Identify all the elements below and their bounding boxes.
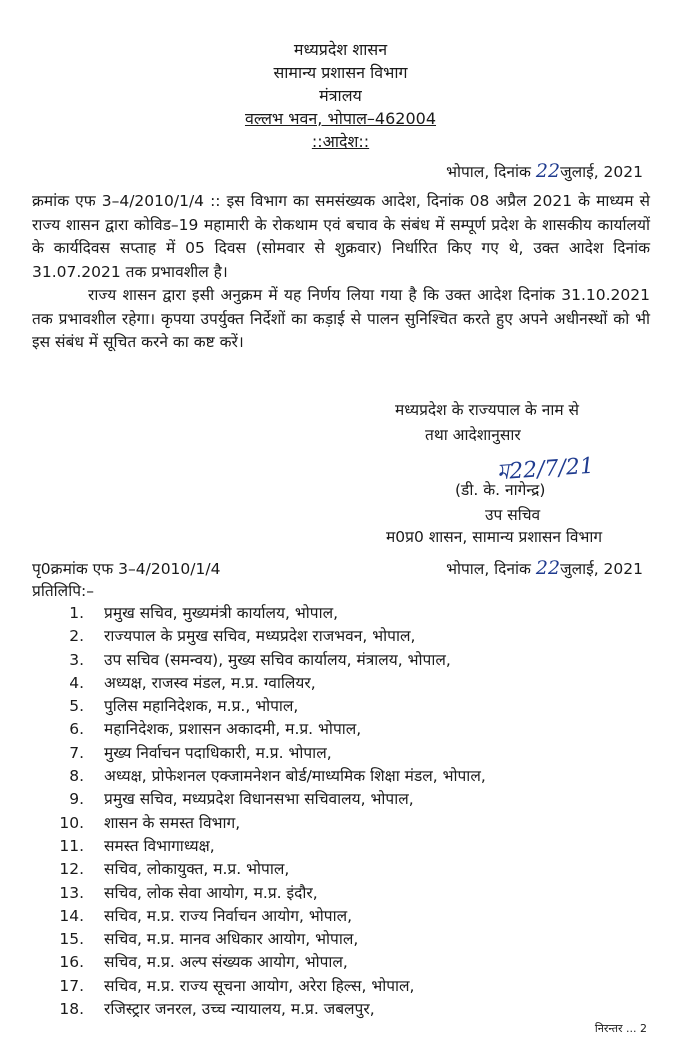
recipient-item — [46, 882, 486, 905]
endorsement-reference: पृ0क्रमांक एफ 3–4/2010/1/4 — [32, 560, 221, 578]
order-paragraph-2: राज्य शासन द्वारा इसी अनुक्रम में यह निर्णय लिया गया है कि उक्त आदेश दिनांक 31.10.2021 तक प्रभावशील रहेगा। कृपया उपर्युक्त निर्देशों का कड़ाई से पालन सुनिश्चित करते हुए अपने अधीनस्थों को भी इस संबंध में सूचित करने का कष्ट करें। — [32, 286, 650, 351]
recipient-text: महानिदेशक, प्रशासन अकादमी, म.प्र. भोपाल, — [104, 720, 362, 739]
recipient-item — [46, 905, 486, 928]
signing-officer — [455, 478, 545, 528]
copy-to-label: प्रतिलिपि:– — [32, 582, 94, 600]
recipient-text: सचिव, म.प्र. अल्प संख्यक आयोग, भोपाल, — [104, 953, 348, 972]
recipient-number: 17. — [59, 976, 84, 995]
recipient-number: 16. — [59, 953, 84, 972]
recipient-item — [46, 835, 486, 858]
recipient-number: 11. — [59, 836, 84, 855]
recipient-number: 5. — [69, 697, 84, 716]
endorsement-day-handwritten: 22 — [535, 557, 561, 579]
recipient-item — [46, 928, 486, 951]
recipient-text: पुलिस महानिदेशक, म.प्र., भोपाल, — [104, 697, 299, 716]
recipient-item — [46, 951, 486, 974]
recipient-number: 8. — [69, 767, 84, 786]
recipient-item — [46, 649, 486, 672]
recipient-number: 13. — [59, 883, 84, 902]
recipient-item — [46, 602, 486, 625]
recipient-number: 3. — [69, 650, 84, 669]
recipient-number: 6. — [69, 720, 84, 739]
recipient-text: सचिव, म.प्र. मानव अधिकार आयोग, भोपाल, — [104, 930, 359, 949]
endorsement-date-prefix: भोपाल, दिनांक — [446, 560, 536, 578]
recipient-item — [46, 788, 486, 811]
recipient-text: मुख्य निर्वाचन पदाधिकारी, म.प्र. भोपाल, — [104, 743, 332, 762]
recipient-number: 14. — [59, 906, 84, 925]
recipient-list — [46, 602, 486, 1021]
recipient-item — [46, 998, 486, 1021]
endorsement-date-suffix: जुलाई, 2021 — [560, 560, 643, 578]
recipient-number: 12. — [59, 860, 84, 879]
recipient-text: प्रमुख सचिव, मध्यप्रदेश विधानसभा सचिवालय, भोपाल, — [104, 790, 414, 809]
authority-line-1: मध्यप्रदेश के राज्यपाल के नाम से — [395, 401, 580, 419]
recipient-text: शासन के समस्त विभाग, — [104, 813, 241, 832]
recipient-text: सचिव, म.प्र. राज्य सूचना आयोग, अरेरा हिल्स, भोपाल, — [104, 976, 415, 995]
government-name: मध्यप्रदेश शासन — [293, 40, 388, 59]
date-day-handwritten: 22 — [535, 160, 561, 182]
recipient-number: 1. — [69, 604, 84, 622]
officer-department: म0प्र0 शासन, सामान्य प्रशासन विभाग — [386, 528, 603, 546]
endorsement-date — [446, 557, 643, 579]
recipient-text: रजिस्ट्रार जनरल, उच्च न्यायालय, म.प्र. जबलपुर, — [104, 1000, 375, 1019]
recipient-text: सचिव, लोकायुक्त, म.प्र. भोपाल, — [104, 860, 290, 879]
recipient-item — [46, 812, 486, 835]
recipient-item — [46, 765, 486, 788]
recipient-number: 7. — [69, 743, 84, 762]
handwritten-signature: ম22/7/21 — [496, 453, 595, 486]
recipient-text: सचिव, म.प्र. राज्य निर्वाचन आयोग, भोपाल, — [104, 906, 353, 925]
date-prefix: भोपाल, दिनांक — [446, 163, 536, 181]
recipient-number: 9. — [69, 790, 84, 809]
order-paragraph-1: क्रमांक एफ 3–4/2010/1/4 :: इस विभाग का समसंख्यक आदेश, दिनांक 08 अप्रैल 2021 के माध्यम से राज्य शासन द्वारा कोविड–19 महामारी के रोकथाम एवं बचाव के संबंध में सम्पूर्ण प्रदेश के शासकीय कार्यालयों के कार्यदिवस सप्ताह में 05 दिवस (सोमवार से शुक्रवार) निर्धारित किए गए थे, उक्त आदेश दिनांक 31.07.2021 तक प्रभावशील है। — [32, 192, 650, 281]
recipient-number: 18. — [59, 1000, 84, 1019]
recipient-item — [46, 975, 486, 998]
recipient-text: अध्यक्ष, राजस्व मंडल, म.प्र. ग्वालियर, — [104, 673, 316, 692]
recipient-number: 2. — [69, 627, 84, 646]
order-body — [32, 190, 650, 355]
recipient-text: समस्त विभागाध्यक्ष, — [104, 836, 215, 855]
order-date — [446, 160, 643, 182]
recipient-text: अध्यक्ष, प्रोफेशनल एक्जामनेशन बोर्ड/माध्यमिक शिक्षा मंडल, भोपाल, — [104, 767, 486, 786]
office-name: मंत्रालय — [319, 86, 362, 105]
recipient-text: राज्यपाल के प्रमुख सचिव, मध्यप्रदेश राजभवन, भोपाल, — [104, 627, 416, 646]
recipient-item — [46, 695, 486, 718]
authority-line-2: तथा आदेशानुसार — [425, 426, 521, 444]
recipient-text: सचिव, लोक सेवा आयोग, म.प्र. इंदौर, — [104, 883, 318, 902]
recipient-number: 15. — [59, 930, 84, 949]
office-address: वल्लभ भवन, भोपाल–462004 — [244, 109, 437, 128]
authority-line — [395, 398, 579, 448]
recipient-item — [46, 742, 486, 765]
letterhead — [0, 38, 681, 153]
recipient-item — [46, 718, 486, 741]
officer-name: (डी. के. नागेन्द्र) — [455, 481, 546, 499]
recipient-item — [46, 672, 486, 695]
officer-designation: उप सचिव — [485, 506, 541, 524]
order-heading: ::आदेश:: — [311, 132, 370, 151]
recipient-number: 10. — [59, 813, 84, 832]
date-suffix: जुलाई, 2021 — [560, 163, 643, 181]
page-continuation: निरन्तर ... 2 — [594, 1022, 647, 1035]
recipient-text: उप सचिव (समन्वय), मुख्य सचिव कार्यालय, मंत्रालय, भोपाल, — [104, 650, 451, 669]
recipient-item — [46, 625, 486, 648]
department-name: सामान्य प्रशासन विभाग — [273, 63, 408, 82]
recipient-text: प्रमुख सचिव, मुख्यमंत्री कार्यालय, भोपाल, — [104, 604, 339, 622]
recipient-item — [46, 858, 486, 881]
recipient-number: 4. — [69, 673, 84, 692]
